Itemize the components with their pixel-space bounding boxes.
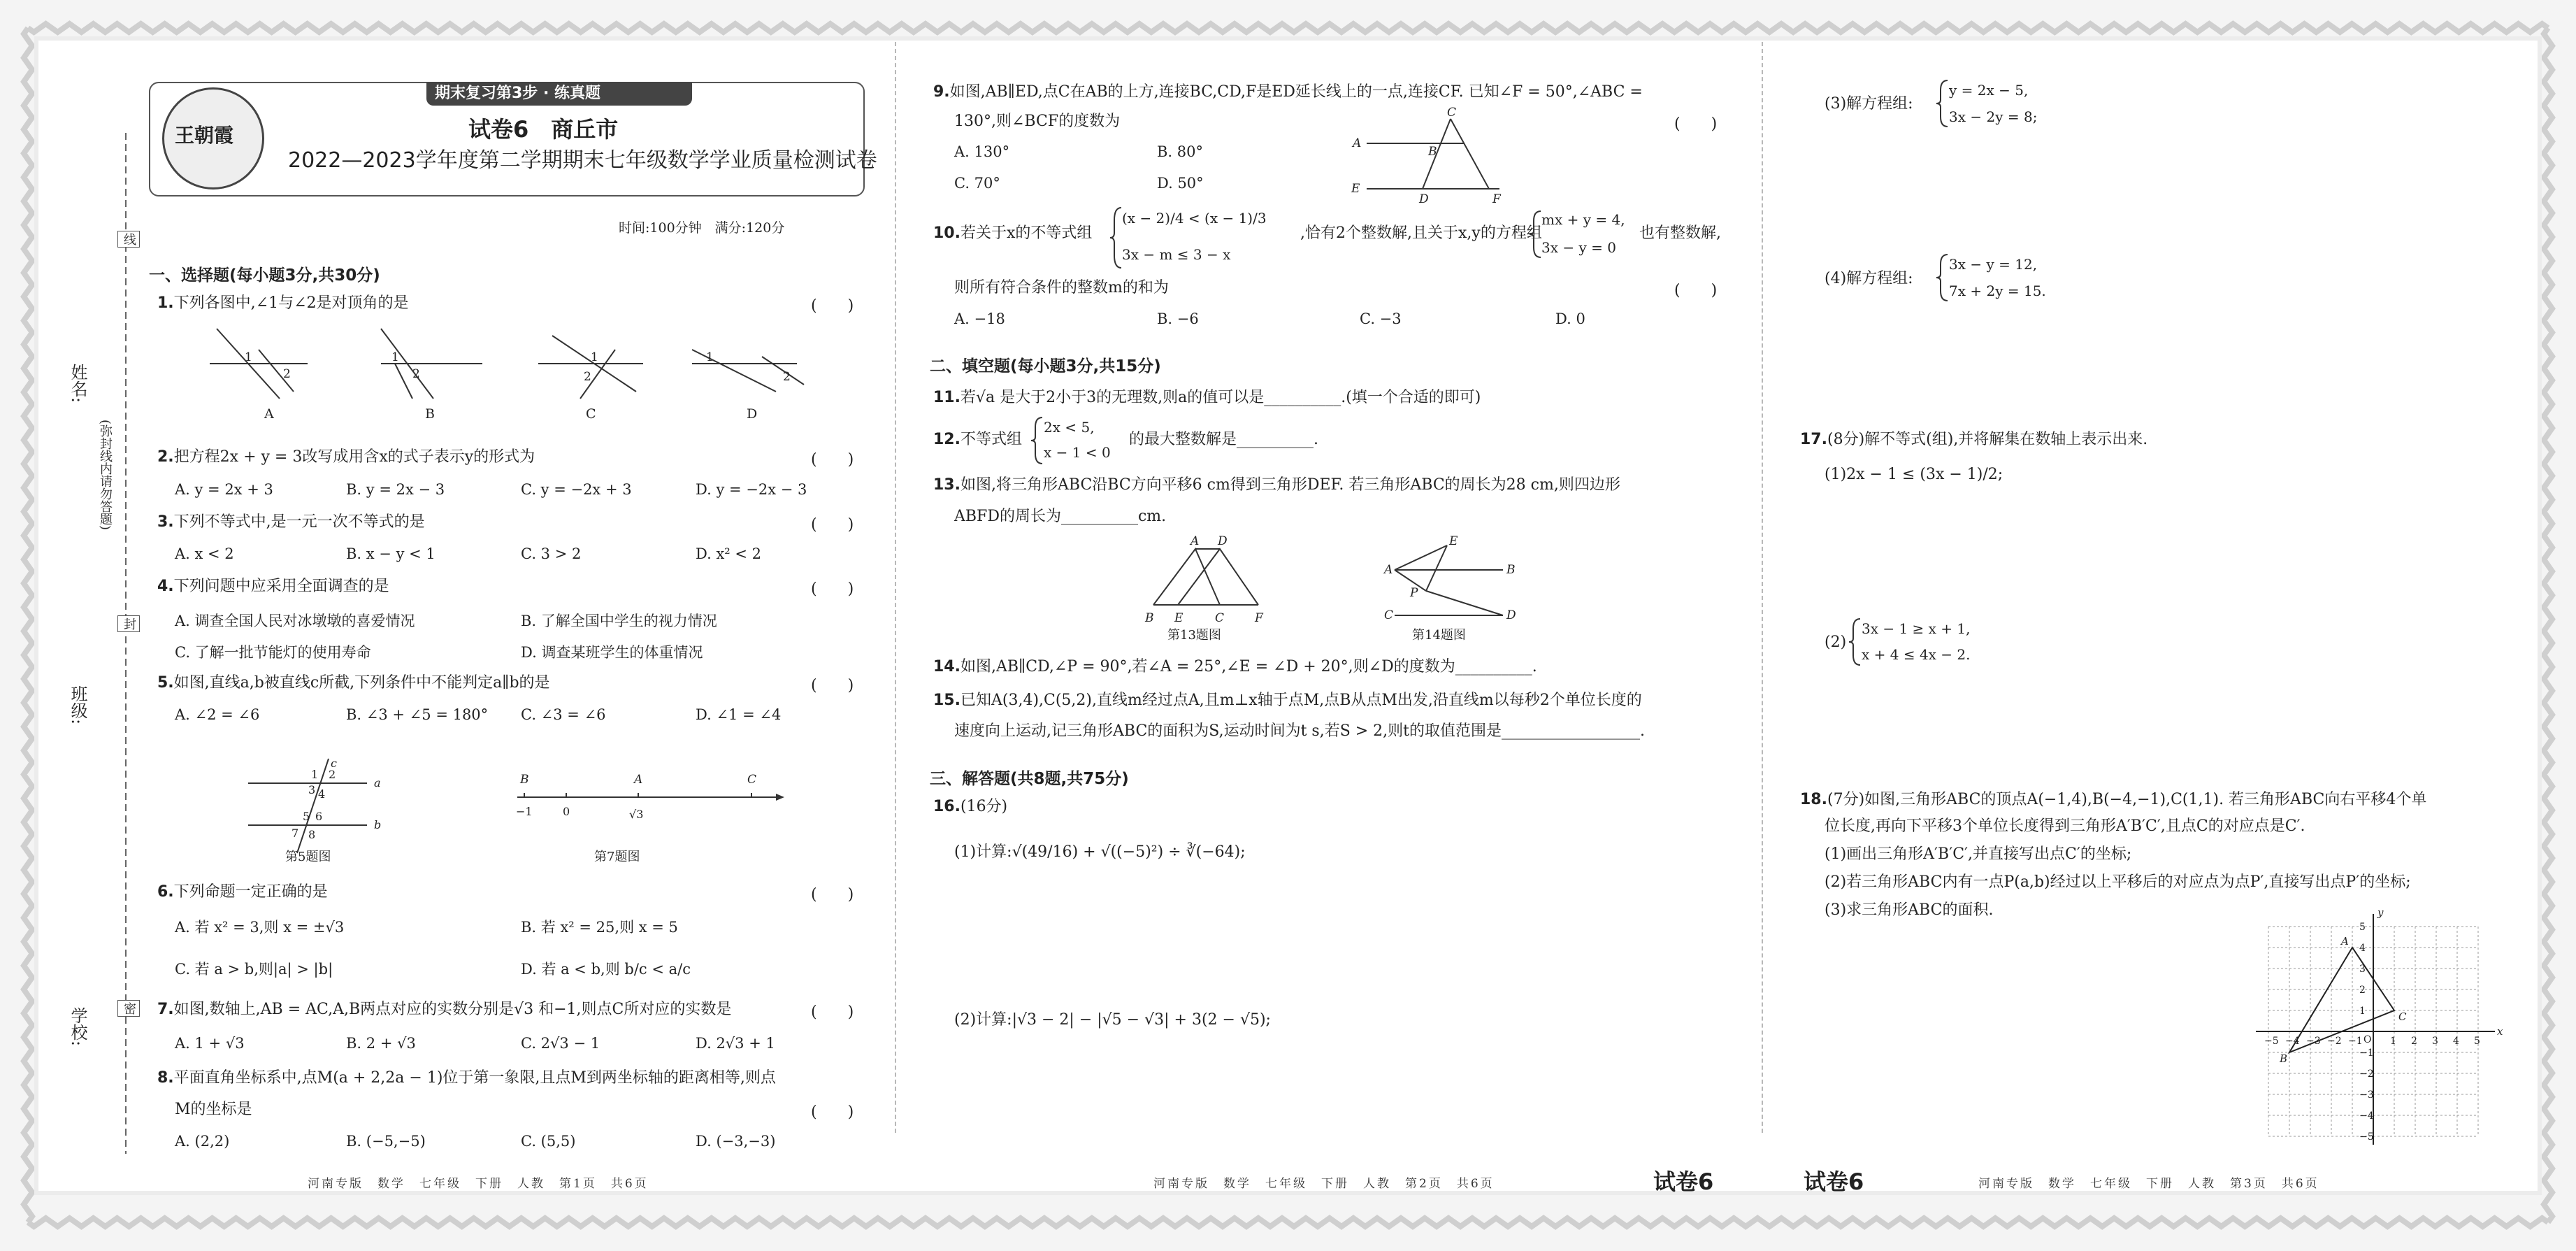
y-tick-label: −5 [2359, 1131, 2374, 1143]
q18-part-1: (1)画出三角形A′B′C′,并直接写出点C′的坐标; [1825, 845, 2132, 863]
svg-text:F: F [1255, 611, 1263, 625]
q13-caption: 第13题图 [1167, 628, 1221, 643]
y-tick-label: 4 [2359, 943, 2366, 954]
q8-option-d[interactable]: D. (−3,−3) [696, 1133, 776, 1150]
y-tick-label: 5 [2359, 922, 2366, 933]
svg-text:1: 1 [311, 768, 319, 781]
q10-system1-a: (x − 2)/4 < (x − 1)/3 [1122, 210, 1267, 227]
svg-text:C: C [586, 406, 596, 422]
paper-subtitle: 2022—2023学年度第二学期期末七年级数学学业质量检测试卷 [288, 148, 877, 173]
name-label: 姓名: [68, 364, 87, 403]
q16-part-2: (2)计算:|√3 − 2| − |√5 − √3| + 3(2 − √5); [954, 1011, 1271, 1029]
q3-answer[interactable]: ( ) [811, 516, 854, 534]
svg-text:B: B [1145, 611, 1154, 625]
q10-option-c[interactable]: C. −3 [1360, 310, 1402, 327]
q9-text-2: 130°,则∠BCF的度数为 [954, 113, 1121, 130]
svg-text:A: A [634, 773, 643, 787]
x-tick-label: 4 [2453, 1036, 2459, 1047]
q11-text: 若√a 是大于2小于3的无理数,则a的值可以是__________.(填一个合适的即可) [960, 389, 1481, 406]
y-tick-label: −2 [2359, 1068, 2374, 1080]
svg-text:A: A [1190, 534, 1200, 548]
q12-system-b: x − 1 < 0 [1044, 444, 1111, 461]
q13-figure [1139, 535, 1279, 626]
svg-text:1: 1 [706, 350, 714, 364]
svg-text:a: a [374, 776, 381, 789]
svg-text:P: P [1410, 586, 1418, 600]
q8-option-b[interactable]: B. (−5,−5) [346, 1133, 426, 1150]
q5-option-c[interactable]: C. ∠3 = ∠6 [521, 706, 606, 723]
svg-text:D: D [1218, 534, 1228, 548]
q10-system2-a: mx + y = 4, [1541, 211, 1625, 228]
svg-text:E: E [1174, 611, 1183, 625]
q14-text: 如图,AB∥CD,∠P = 90°,若∠A = 25°,∠E = ∠D + 20°,则∠D的度数为__________. [960, 658, 1537, 675]
x-tick-label: 1 [2390, 1036, 2396, 1047]
svg-text:B: B [425, 406, 435, 422]
q17-text: (8分)解不等式(组),并将解集在数轴上表示出来. [1827, 431, 2148, 448]
q5-text: 如图,直线a,b被直线c所截,下列条件中不能判定a∥b的是 [173, 674, 550, 692]
svg-text:C: C [747, 773, 757, 787]
q5-answer[interactable]: ( ) [811, 677, 854, 694]
seal-char-xian: 线 [117, 231, 140, 248]
svg-text:0: 0 [563, 805, 570, 818]
q18-text: (7分)如图,三角形ABC的顶点A(−1,4),B(−4,−1),C(1,1). 若三角形ABC向右平移4个单 [1827, 791, 2427, 808]
y-tick-label: 3 [2359, 964, 2366, 975]
q14-caption: 第14题图 [1412, 628, 1466, 643]
svg-text:2: 2 [283, 367, 291, 381]
q3-option-a[interactable]: A. x < 2 [175, 545, 234, 562]
q4-option-a[interactable]: A. 调查全国人民对冰墩墩的喜爱情况 [175, 613, 415, 629]
q10-option-b[interactable]: B. −6 [1157, 310, 1199, 327]
q2-no: 2. [157, 448, 174, 466]
svg-text:B: B [1506, 563, 1516, 577]
q7-option-c[interactable]: C. 2√3 − 1 [521, 1035, 600, 1052]
svg-text:6: 6 [315, 810, 323, 823]
svg-text:8: 8 [308, 828, 316, 841]
svg-text:1: 1 [245, 350, 252, 364]
q4-text: 下列问题中应采用全面调查的是 [173, 578, 389, 595]
q7-answer[interactable]: ( ) [811, 1003, 854, 1021]
y-axis-label: y [2377, 906, 2384, 919]
q14-no: 14. [933, 658, 960, 675]
q6-option-c[interactable]: C. 若 a > b,则|a| > |b| [175, 961, 333, 978]
x-tick-label: −1 [2348, 1036, 2363, 1047]
triangle-abc [2289, 948, 2394, 1052]
q12-system-a: 2x < 5, [1044, 419, 1095, 436]
q7-text: 如图,数轴上,AB = AC,A,B两点对应的实数分别是√3 和−1,则点C所对应的实数是 [173, 1001, 732, 1018]
q10-text: 若关于x的不等式组 [960, 224, 1093, 242]
svg-text:2: 2 [584, 370, 591, 384]
svg-text:4: 4 [318, 787, 326, 801]
q10-system1-b: 3x − m ≤ 3 − x [1122, 246, 1231, 263]
q17-part-2: (2) [1825, 634, 1847, 651]
footer-page-3: 河南专版 数学 七年级 下册 人教 第3页 共6页 [1978, 1177, 2319, 1191]
q2-option-a[interactable]: A. y = 2x + 3 [175, 481, 273, 498]
x-tick-label: −3 [2306, 1036, 2321, 1047]
q4-option-c[interactable]: C. 了解一批节能灯的使用寿命 [175, 644, 371, 661]
x-tick-label: 5 [2474, 1036, 2480, 1047]
q13-text-2: ABFD的周长为__________cm. [954, 508, 1167, 525]
q8-option-a[interactable]: A. (2,2) [175, 1133, 230, 1150]
q17-part-1: (1)2x − 1 ≤ (3x − 1)/2; [1825, 466, 2003, 483]
q5-option-b[interactable]: B. ∠3 + ∠5 = 180° [346, 706, 489, 723]
svg-text:D: D [1419, 192, 1429, 206]
q4-answer[interactable]: ( ) [811, 580, 854, 598]
y-tick-label: −1 [2359, 1048, 2374, 1059]
origin-label: O [2363, 1034, 2372, 1045]
q10-answer[interactable]: ( ) [1674, 282, 1718, 299]
svg-text:A: A [1353, 136, 1362, 150]
section-fill: 二、填空题(每小题3分,共15分) [930, 357, 1161, 376]
seal-char-feng: 封 [117, 615, 140, 632]
q15-no: 15. [933, 692, 960, 709]
svg-text:B: B [520, 773, 529, 787]
svg-text:D: D [1506, 608, 1516, 622]
svg-text:b: b [374, 818, 382, 831]
paper-label-left: 试卷6 [1653, 1168, 1714, 1195]
q6-no: 6. [157, 883, 174, 901]
paper-title: 试卷6 商丘市 [468, 116, 619, 143]
q6-text: 下列命题一定正确的是 [173, 883, 328, 901]
q12-no: 12. [933, 431, 960, 448]
q5-caption: 第5题图 [285, 850, 331, 864]
q8-no: 8. [157, 1069, 174, 1087]
q16-part-1: (1)计算:√(49/16) + √((−5)²) ÷ ∛(−64); [954, 843, 1246, 861]
svg-text:B: B [1428, 145, 1437, 159]
x-tick-label: −2 [2327, 1036, 2342, 1047]
x-tick-label: −5 [2264, 1036, 2279, 1047]
q1-answer[interactable]: ( ) [811, 297, 854, 315]
section-solve: 三、解答题(共8题,共75分) [930, 770, 1129, 788]
q7-option-a[interactable]: A. 1 + √3 [175, 1035, 245, 1052]
svg-text:C: C [1384, 608, 1394, 622]
q2-option-c[interactable]: C. y = −2x + 3 [521, 481, 632, 498]
q2-text: 把方程2x + y = 3改写成用含x的式子表示y的形式为 [173, 448, 535, 466]
svg-text:5: 5 [303, 810, 310, 823]
q11-no: 11. [933, 389, 960, 406]
q5-option-a[interactable]: A. ∠2 = ∠6 [175, 706, 260, 723]
q9-option-b[interactable]: B. 80° [1157, 143, 1204, 160]
q2-option-d[interactable]: D. y = −2x − 3 [696, 481, 807, 498]
q15-text-2: 速度向上运动,记三角形ABC的面积为S,运动时间为t s,若S > 2,则t的取值范围是__________________. [954, 722, 1646, 740]
q16-brace-4 [1936, 253, 1950, 302]
q16-part-3: (3)解方程组: [1825, 95, 1913, 113]
svg-text:D: D [747, 406, 758, 422]
q12-text-2: 的最大整数解是__________. [1129, 431, 1318, 448]
q10-option-a[interactable]: A. −18 [954, 310, 1005, 327]
school-label: 学校: [68, 1007, 87, 1047]
q8-option-c[interactable]: C. (5,5) [521, 1133, 576, 1150]
q7-numberline-figure [510, 769, 790, 825]
svg-text:2: 2 [412, 367, 420, 381]
q16-system3-a: y = 2x − 5, [1949, 82, 2029, 99]
q12-text: 不等式组 [960, 431, 1022, 448]
q18-text-2: 位长度,再向下平移3个单位长度得到三角形A′B′C′,且点C的对应点是C′. [1825, 817, 2305, 835]
q6-answer[interactable]: ( ) [811, 886, 854, 903]
svg-text:2: 2 [329, 768, 336, 781]
q9-option-d[interactable]: D. 50° [1157, 175, 1204, 192]
q9-option-a[interactable]: A. 130° [954, 143, 1010, 160]
q7-option-d[interactable]: D. 2√3 + 1 [696, 1035, 775, 1052]
q18-coordinate-grid [2264, 906, 2534, 1154]
q13-text: 如图,将三角形ABC沿BC方向平移6 cm得到三角形DEF. 若三角形ABC的周长为28 cm,则四边形 [960, 476, 1620, 494]
paper-label-right: 试卷6 [1804, 1168, 1864, 1195]
q10-system2-b: 3x − y = 0 [1541, 239, 1616, 256]
q1-figures [203, 322, 804, 427]
y-tick-label: −3 [2359, 1089, 2374, 1101]
q6-option-d[interactable]: D. 若 a < b,则 b/c < a/c [521, 961, 691, 978]
q3-option-b[interactable]: B. x − y < 1 [346, 545, 436, 562]
q15-text: 已知A(3,4),C(5,2),直线m经过点A,且m⊥x轴于点M,点B从点M出发,沿直线m以每秒2个单位长度的 [960, 692, 1642, 709]
q5-no: 5. [157, 674, 174, 692]
q3-text: 下列不等式中,是一元一次不等式的是 [173, 513, 425, 531]
x-tick-label: 2 [2411, 1036, 2417, 1047]
q8-answer[interactable]: ( ) [811, 1103, 854, 1121]
logo-text: 王朝霞 [175, 124, 234, 147]
q10-text-3: 也有整数解, [1639, 224, 1721, 242]
q10-text-2: ,恰有2个整数解,且关于x,y的方程组 [1300, 224, 1542, 242]
q18-part-2: (2)若三角形ABC内有一点P(a,b)经过以上平移后的对应点为点P′,直接写出点P′的坐标; [1825, 873, 2411, 891]
seal-note: (弥封线内请勿答题) [98, 420, 113, 531]
svg-text:c: c [331, 757, 337, 770]
svg-text:A: A [1384, 563, 1393, 577]
svg-text:1: 1 [591, 350, 598, 364]
q17-brace [1849, 617, 1863, 666]
q8-text: 平面直角坐标系中,点M(a + 2,2a − 1)位于第一象限,且点M到两坐标轴的距离相等,则点 [173, 1069, 776, 1087]
q9-option-c[interactable]: C. 70° [954, 175, 1000, 192]
svg-text:E: E [1351, 182, 1360, 196]
q10-text-4: 则所有符合条件的整数m的和为 [954, 279, 1169, 296]
time-info: 时间:100分钟 满分:120分 [619, 220, 785, 236]
section-choice: 一、选择题(每小题3分,共30分) [149, 266, 380, 285]
q7-no: 7. [157, 1001, 174, 1018]
q16-score: (16分) [960, 798, 1008, 815]
q4-no: 4. [157, 578, 174, 595]
q3-no: 3. [157, 513, 174, 531]
q12-brace [1031, 416, 1045, 465]
vertex-label: C [2398, 1010, 2407, 1023]
q7-caption: 第7题图 [594, 850, 640, 864]
q17-system-a: 3x − 1 ≥ x + 1, [1862, 620, 1971, 637]
y-tick-label: 1 [2359, 1006, 2366, 1017]
q1: 1.下列各图中,∠1与∠2是对顶角的是 [157, 294, 409, 312]
x-tick-label: −4 [2285, 1036, 2300, 1047]
svg-text:C: C [1447, 106, 1457, 120]
footer-page-1: 河南专版 数学 七年级 下册 人教 第1页 共6页 [308, 1177, 649, 1191]
x-tick-label: 3 [2432, 1036, 2438, 1047]
seal-char-mi: 密 [117, 1000, 140, 1017]
svg-text:−1: −1 [516, 805, 533, 818]
q9-answer[interactable]: ( ) [1674, 115, 1718, 133]
q10-option-d[interactable]: D. 0 [1555, 310, 1585, 327]
vertex-label: B [2280, 1052, 2288, 1065]
q17-system-b: x + 4 ≤ 4x − 2. [1862, 646, 1971, 663]
q6-option-a[interactable]: A. 若 x² = 3,则 x = ±√3 [175, 919, 345, 936]
q8-text-2: M的坐标是 [175, 1101, 252, 1118]
banner-text: 期末复习第3步 · 练真题 [435, 85, 600, 102]
column-divider-2 [1762, 42, 1763, 1133]
q10-no: 10. [933, 224, 960, 242]
q18-no: 18. [1800, 791, 1827, 808]
q16-brace-3 [1936, 79, 1950, 128]
q1-text: 下列各图中,∠1与∠2是对顶角的是 [173, 294, 409, 312]
svg-text:1: 1 [391, 350, 399, 364]
q7-option-b[interactable]: B. 2 + √3 [346, 1035, 416, 1052]
q13-no: 13. [933, 476, 960, 494]
svg-text:3: 3 [308, 783, 316, 796]
class-label: 班级: [68, 685, 87, 725]
vertex-label: A [2341, 935, 2349, 948]
svg-text:7: 7 [292, 827, 299, 840]
svg-text:C: C [1215, 611, 1225, 625]
q18-part-3: (3)求三角形ABC的面积. [1825, 901, 1994, 919]
q5-option-d[interactable]: D. ∠1 = ∠4 [696, 706, 782, 723]
q3-option-c[interactable]: C. 3 > 2 [521, 545, 582, 562]
q9-no: 9. [933, 83, 950, 101]
y-tick-label: 2 [2359, 985, 2366, 996]
x-axis-label: x [2497, 1025, 2503, 1038]
footer-page-2: 河南专版 数学 七年级 下册 人教 第2页 共6页 [1153, 1177, 1495, 1191]
svg-text:√3: √3 [629, 808, 644, 821]
q16-system4-a: 3x − y = 12, [1949, 256, 2038, 273]
q6-option-b[interactable]: B. 若 x² = 25,则 x = 5 [521, 919, 678, 936]
svg-text:2: 2 [783, 370, 791, 384]
q16-system3-b: 3x − 2y = 8; [1949, 108, 2038, 125]
svg-text:F: F [1492, 192, 1501, 206]
q3-option-d[interactable]: D. x² < 2 [696, 545, 762, 562]
q16-system4-b: 7x + 2y = 15. [1949, 283, 2046, 299]
q14-figure [1381, 535, 1534, 626]
y-tick-label: −4 [2359, 1110, 2374, 1122]
q17-no: 17. [1800, 431, 1827, 448]
column-divider-1 [895, 42, 896, 1133]
q9-figure [1346, 105, 1527, 210]
q2-option-b[interactable]: B. y = 2x − 3 [346, 481, 445, 498]
q2-answer[interactable]: ( ) [811, 451, 854, 469]
q16-no: 16. [933, 798, 960, 815]
q16-part-4: (4)解方程组: [1825, 270, 1913, 287]
svg-text:A: A [264, 406, 274, 422]
q9-text: 如图,AB∥ED,点C在AB的上方,连接BC,CD,F是ED延长线上的一点,连接CF. 已知∠F = 50°,∠ABC = [949, 83, 1643, 101]
q4-option-d[interactable]: D. 调查某班学生的体重情况 [521, 644, 703, 661]
q4-option-b[interactable]: B. 了解全国中学生的视力情况 [521, 613, 717, 629]
svg-text:E: E [1449, 534, 1458, 548]
